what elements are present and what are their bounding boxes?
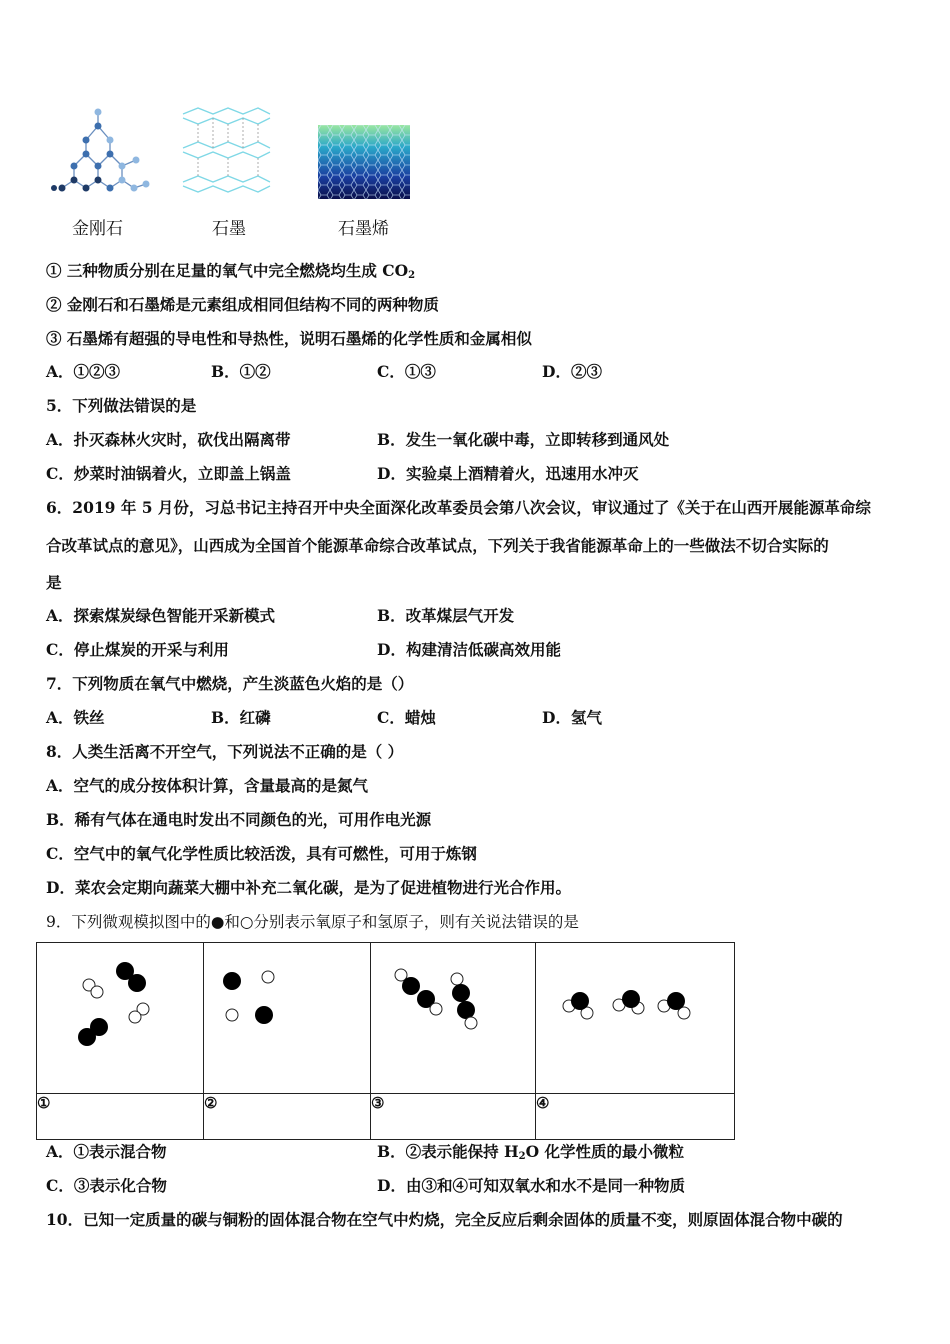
q7-option-a: A．铁丝	[46, 708, 105, 727]
q5-option-b: B．发生一氧化碳中毒，立即转移到通风处	[377, 430, 670, 449]
q10-stem: 10．已知一定质量的碳与铜粉的固体混合物在空气中灼烧，完全反应后剩余固体的质量不变，则原固体混合物中碳的	[46, 1210, 843, 1229]
q8-option-d: D．菜农会定期向蔬菜大棚中补充二氧化碳，是为了促进植物进行光合作用。	[46, 878, 571, 897]
graphite-structure-image	[178, 104, 273, 196]
q6-option-b: B．改革煤层气开发	[377, 606, 515, 625]
q8-option-a: A．空气的成分按体积计算，含量最高的是氮气	[46, 776, 369, 795]
q5-option-c: C．炒菜时油锅着火，立即盖上锅盖	[46, 464, 291, 483]
q9-micro-model-table	[36, 942, 735, 1140]
q7-stem: 7．下列物质在氧气中燃烧，产生淡蓝色火焰的是（）	[46, 674, 414, 693]
caption-graphite: 石墨	[212, 219, 246, 239]
q8-option-c: C．空气中的氧气化学性质比较活泼，具有可燃性，可用于炼钢	[46, 844, 477, 863]
q5-stem: 5．下列做法错误的是	[46, 396, 197, 415]
q9-panel-label-2: ②	[204, 1094, 371, 1140]
q8-stem: 8．人类生活离不开空气，下列说法不正确的是（ ）	[46, 742, 404, 761]
q6-option-a: A．探索煤炭绿色智能开采新模式	[46, 606, 276, 625]
q9-option-d: D．由③和④可知双氧水和水不是同一种物质	[377, 1176, 685, 1195]
q9-panel-2	[204, 943, 371, 1094]
q7-option-d: D．氢气	[542, 708, 602, 727]
q6-stem-line-3: 是	[46, 573, 62, 592]
diamond-structure-image	[48, 104, 153, 199]
q5-option-d: D．实验桌上酒精着火，迅速用水冲灭	[377, 464, 639, 483]
q9-stem: 9．下列微观模拟图中的●和○分别表示氧原子和氢原子，则有关说法错误的是	[46, 913, 579, 931]
q9-option-a: A．①表示混合物	[46, 1142, 167, 1161]
q6-option-d: D．构建清洁低碳高效用能	[377, 640, 561, 659]
q9-panel-label-4: ④	[536, 1094, 735, 1140]
q9-option-c: C．③表示化合物	[46, 1176, 167, 1195]
q6-option-c: C．停止煤炭的开采与利用	[46, 640, 229, 659]
q7-option-b: B．红磷	[211, 708, 271, 727]
q9-option-b: B．②表示能保持 $H_2O$ 化学性质的最小微粒	[377, 1142, 685, 1162]
q9-panel-4	[536, 943, 735, 1094]
q6-stem-line-1: 6．2019 年 5 月份，习总书记主持召开中央全面深化改革委员会第八次会议，审议通过了《关于在山西开展能源革命综	[46, 498, 871, 517]
q4-option-d: D．②③	[542, 362, 602, 381]
q9-panel-label-1: ①	[37, 1094, 204, 1140]
q4-option-a: A．①②③	[46, 362, 121, 381]
q4-statement-3: ③ 石墨烯有超强的导电性和导热性，说明石墨烯的化学性质和金属相似	[46, 329, 532, 348]
graphene-structure-image	[318, 125, 410, 199]
q4-statement-2: ② 金刚石和石墨烯是元素组成相同但结构不同的两种物质	[46, 295, 439, 314]
q9-panel-1	[37, 943, 204, 1094]
q5-option-a: A．扑灭森林火灾时，砍伐出隔离带	[46, 430, 291, 449]
q4-option-c: C．①③	[377, 362, 436, 381]
caption-diamond: 金刚石	[72, 219, 123, 239]
q8-option-b: B．稀有气体在通电时发出不同颜色的光，可用作电光源	[46, 810, 432, 829]
q6-stem-line-2: 合改革试点的意见》，山西成为全国首个能源革命综合改革试点，下列关于我省能源革命上的一些做法不切合实际的	[46, 536, 829, 555]
q9-panel-label-3: ③	[371, 1094, 536, 1140]
q7-option-c: C．蜡烛	[377, 708, 436, 727]
q9-panel-3	[371, 943, 536, 1094]
q4-statement-1: ① 三种物质分别在足量的氧气中完全燃烧均生成 $CO_2$	[46, 261, 416, 281]
caption-graphene: 石墨烯	[338, 219, 389, 239]
q4-option-b: B．①②	[211, 362, 271, 381]
